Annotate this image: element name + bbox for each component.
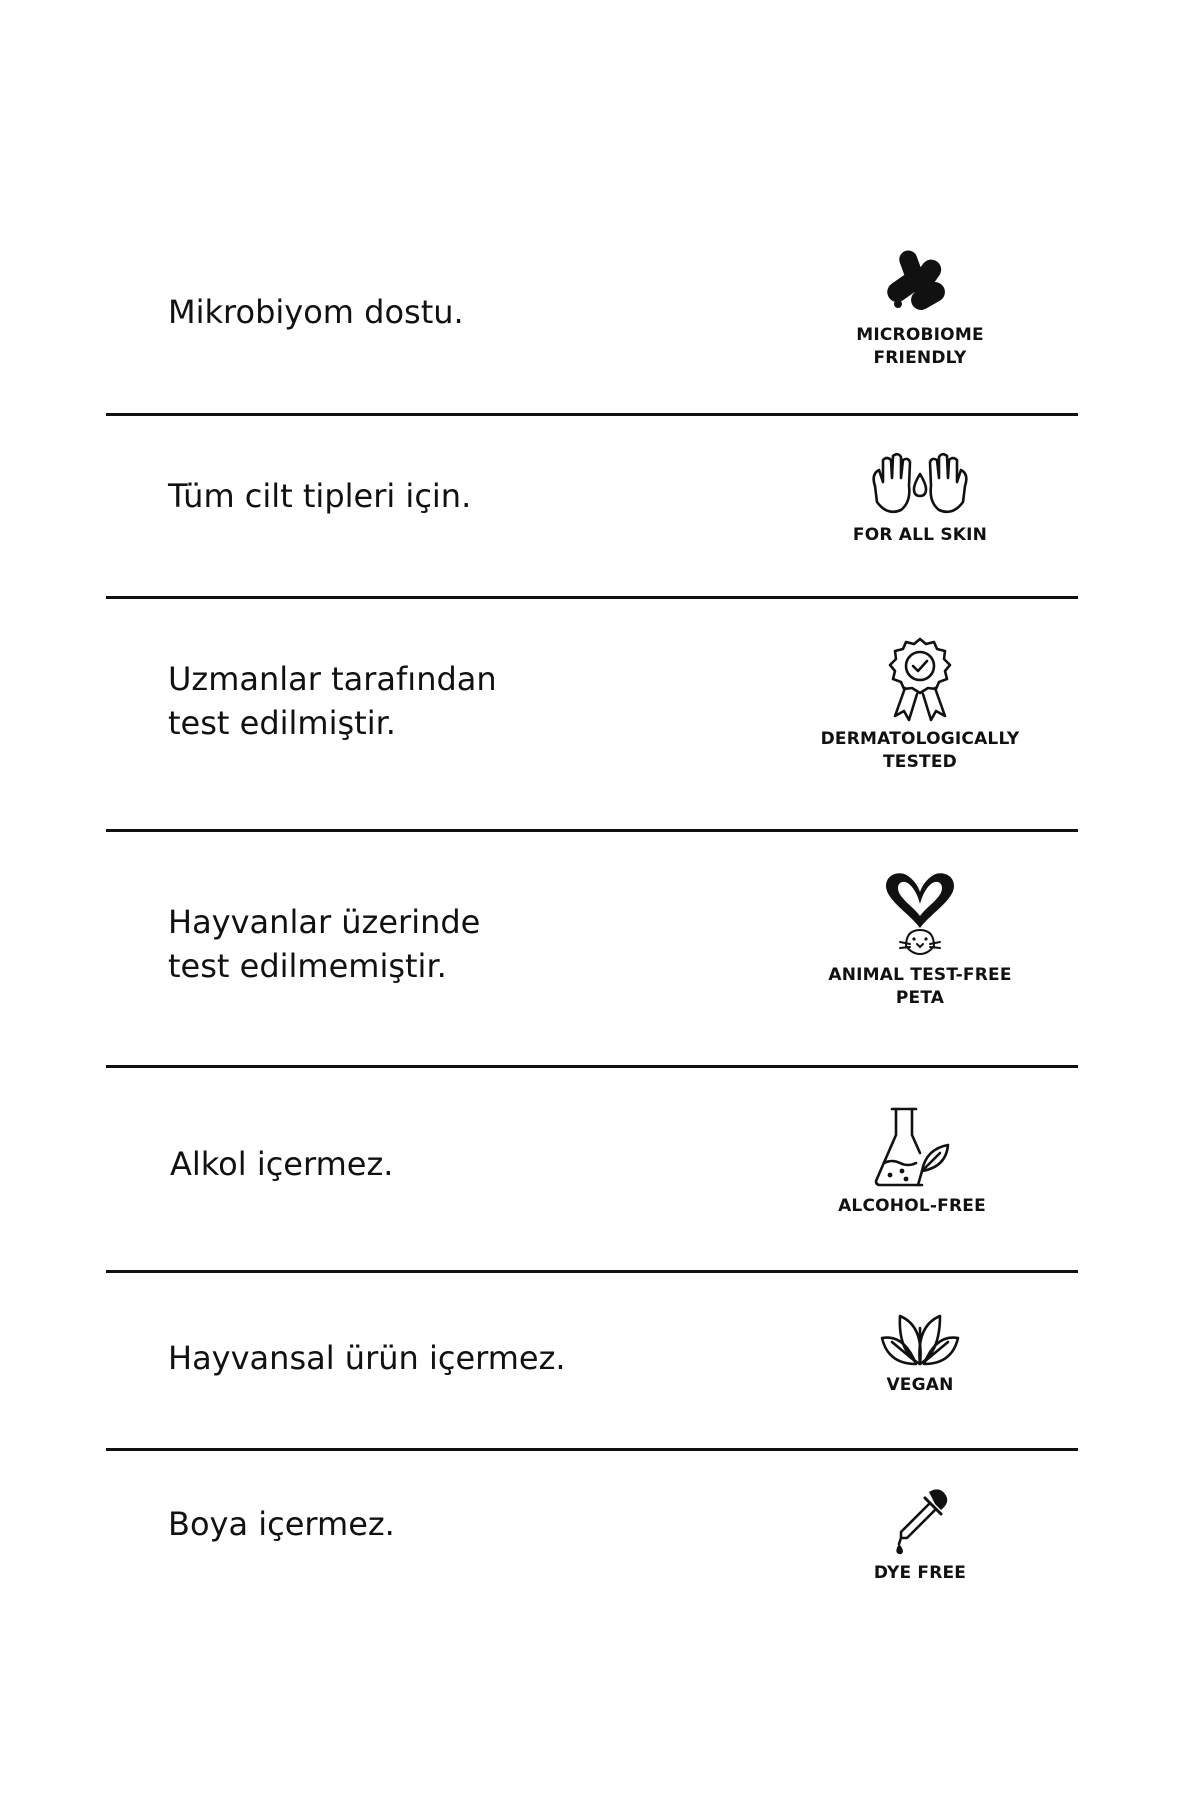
feature-description: Tüm cilt tipleri için. xyxy=(168,477,472,515)
divider xyxy=(106,1065,1078,1068)
flask-leaf-icon xyxy=(870,1105,954,1189)
feature-description: Alkol içermez. xyxy=(170,1145,394,1183)
badge-animal-test-free xyxy=(780,870,1060,1010)
badge-alcohol-free xyxy=(772,1105,1052,1218)
divider xyxy=(106,829,1078,832)
badge-dye-free xyxy=(780,1488,1060,1585)
divider xyxy=(106,1270,1078,1273)
hands-drop-icon xyxy=(865,452,975,518)
award-ribbon-icon xyxy=(885,636,955,722)
badge-label: DERMATOLOGICALLY TESTED xyxy=(820,729,1020,772)
badge-label: VEGAN xyxy=(886,1375,954,1395)
dropper-icon xyxy=(885,1488,955,1556)
badge-microbiome xyxy=(780,248,1060,370)
divider xyxy=(106,1448,1078,1451)
badge-all-skin xyxy=(780,452,1060,547)
divider xyxy=(106,413,1078,416)
badge-label: ANIMAL TEST-FREE PETA xyxy=(828,965,1012,1008)
badge-vegan xyxy=(780,1308,1060,1397)
divider xyxy=(106,596,1078,599)
feature-description: Hayvansal ürün içermez. xyxy=(168,1339,566,1377)
badge-label: DYE FREE xyxy=(873,1563,967,1583)
badge-label: MICROBIOME FRIENDLY xyxy=(856,325,984,368)
feature-description: Hayvanlar üzerinde test edilmemiştir. xyxy=(168,903,481,985)
microbiome-icon xyxy=(880,248,960,318)
feature-description: Boya içermez. xyxy=(168,1505,395,1543)
feature-description: Uzmanlar tarafından test edilmiştir. xyxy=(168,660,497,742)
badge-label: ALCOHOL-FREE xyxy=(838,1196,986,1216)
badge-derm-tested xyxy=(780,636,1060,774)
bunny-heart-icon xyxy=(880,870,960,958)
leaves-icon xyxy=(878,1308,962,1368)
feature-description: Mikrobiyom dostu. xyxy=(168,293,464,331)
badge-label: FOR ALL SKIN xyxy=(852,525,988,545)
